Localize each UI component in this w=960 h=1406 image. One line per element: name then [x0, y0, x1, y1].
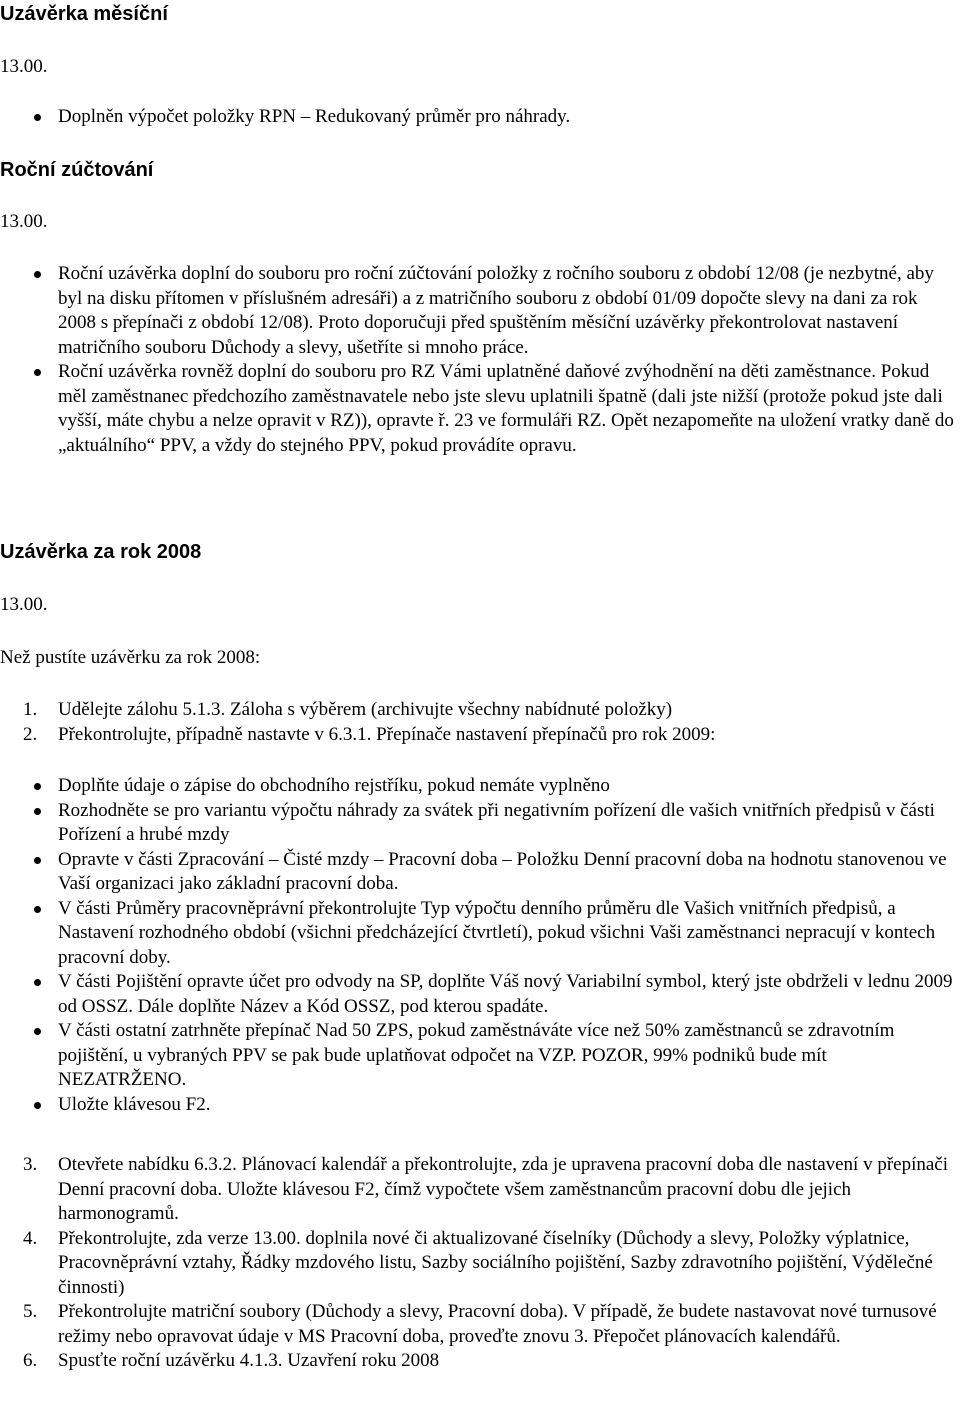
bullet-icon — [34, 1102, 41, 1109]
list-item: Doplněn výpočet položky RPN – Redukovaný průměr pro náhrady. — [0, 105, 960, 130]
step-number: 3. — [23, 1154, 38, 1175]
monthly-changes-list — [0, 105, 960, 130]
version-date-yearly: 13.00. — [0, 594, 48, 615]
step-item: 6. Spusťte roční uzávěrku 4.1.3. Uzavření roku 2008 — [0, 1349, 960, 1374]
list-item: V části Průměry pracovněprávní překontrolujte Typ výpočtu denního průměru dle Vašich vnitřních předpisů, a Nastavení rozhodného období (všichni předcházející čtvrtletí), pokud všichni Vaši zaměstnanci nepracují v kontech pracovní doby. — [0, 897, 960, 971]
list-item: Opravte v části Zpracování – Čisté mzdy – Pracovní doba – Položku Denní pracovní doba na hodnotu stanovenou ve Vaší organizaci jako základní pracovní doba. — [0, 848, 960, 897]
heading-year-closing: Uzávěrka za rok 2008 — [0, 541, 202, 563]
intro-text: Než pustíte uzávěrku za rok 2008: — [0, 647, 261, 668]
step-item: 1. Udělejte zálohu 5.1.3. Záloha s výběrem (archivujte všechny nabídnuté položky) — [0, 698, 960, 723]
bullet-icon — [34, 906, 41, 913]
step-number: 5. — [23, 1301, 38, 1322]
steps-list-b — [0, 1153, 960, 1374]
step-item: 5. Překontrolujte matriční soubory (Důchody a slevy, Pracovní doba). V případě, že budete nastavovat nové turnusové režimy nebo opravovat údaje v MS Pracovní doba, proveďte znovu 3. Přepočet plánovacích kalendářů. — [23, 1301, 937, 1347]
list-item: Roční uzávěrka rovněž doplní do souboru pro RZ Vámi uplatněné daňové zvýhodnění na děti zaměstnance. Pokud měl zaměstnanec předchozího zaměstnavatele nebo jste slevu uplatnili špatně (dali jste nižší (protože pokud jste dali vyšší, máte chybu a nelze opravit v RZ)), opravte ř. 23 ve formuláři RZ. Opět nezapomeňte na uložení vratky daně do „aktuálního“ PPV, a vždy do stejného PPV, pokud provádíte opravu. — [0, 360, 960, 458]
step-number: 1. — [23, 699, 38, 720]
heading-monthly-closing: Uzávěrka měsíční — [0, 3, 168, 25]
annual-changes-list — [0, 262, 960, 458]
bullet-icon — [34, 369, 41, 376]
step-item: 3. Otevřete nabídku 6.3.2. Plánovací kalendář a překontrolujte, zda je upravena pracovní doba dle nastavení v přepínači Denní pracovní doba. Uložte klávesou F2, čímž vypočtete všem zaměstnancům pracovní dobu dle jejich harmonogramů. — [23, 1154, 949, 1224]
step-number: 6. — [23, 1350, 38, 1371]
list-item: Roční uzávěrka doplní do souboru pro roční zúčtování položky z ročního souboru z období 12/08 (je nezbytné, aby byl na disku přítomen v příslušném adresáři) a z matričního souboru z období 01/09 dopočte slevy na dani za rok 2008 s přepínači z období 12/08). Proto doporučuji před spuštěním měsíční uzávěrky překontrolovat nastavení matričního souboru Důchody a slevy, ušetříte si mnoho práce. — [0, 262, 960, 360]
bullet-icon — [34, 857, 41, 864]
step-number: 4. — [23, 1227, 38, 1249]
bullet-icon — [34, 808, 41, 815]
list-item: V části Pojištění opravte účet pro odvody na SP, doplňte Váš nový Variabilní symbol, který jste obdrželi v lednu 2009 od OSSZ. Dále doplňte Název a Kód OSSZ, pod kterou spadáte. — [0, 970, 960, 1019]
list-item: V části ostatní zatrhněte přepínač Nad 50 ZPS, pokud zaměstnáváte více než 50% zaměstnanců se zdravotním pojištění, u vybraných PPV se pak bude uplatňovat odpočet na VZP. POZOR, 99% podniků bude mít NEZATRŽENO. — [0, 1019, 960, 1093]
list-item: Rozhodněte se pro variantu výpočtu náhrady za svátek při negativním pořízení dle vašich vnitřních předpisů v části Pořízení a hrubé mzdy — [0, 799, 960, 848]
bullet-icon — [34, 114, 41, 121]
step-number: 2. — [23, 723, 38, 745]
bullet-icon — [34, 1028, 41, 1035]
version-date-annual: 13.00. — [0, 211, 48, 232]
version-date-monthly: 13.00. — [0, 56, 48, 77]
step-item: 2. Překontrolujte, případně nastavte v 6.3.1. Přepínače nastavení přepínačů pro rok 2009: — [0, 723, 960, 748]
step-item: 4. Překontrolujte, zda verze 13.00. doplnila nové či aktualizované číselníky (Důchody a slevy, Položky výplatnice, Pracovněprávní vztahy, Řádky mzdového listu, Sazby sociálního pojištění, Sazby zdravotního pojištění, Výdělečné činnosti) — [23, 1227, 933, 1298]
bullet-icon — [34, 271, 41, 278]
heading-annual-settlement: Roční zúčtování — [0, 159, 154, 181]
list-item: Doplňte údaje o zápise do obchodního rejstříku, pokud nemáte vyplněno — [0, 774, 960, 799]
steps-list-a — [0, 698, 960, 747]
bullet-icon — [34, 979, 41, 986]
bullet-icon — [34, 783, 41, 790]
list-item: Uložte klávesou F2. — [0, 1093, 960, 1118]
settings-checklist — [0, 774, 960, 1117]
